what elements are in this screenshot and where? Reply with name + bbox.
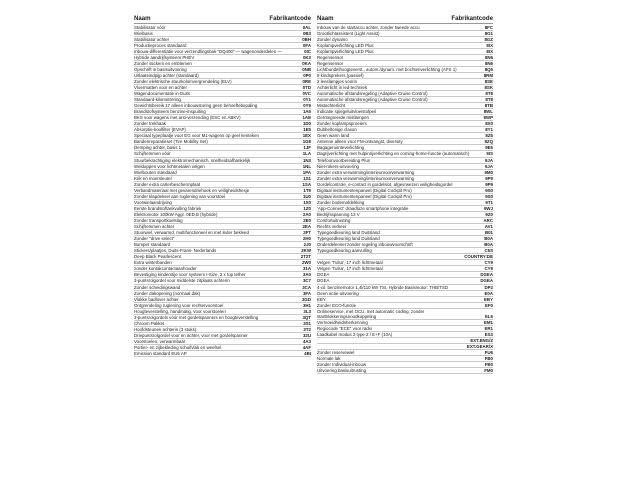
- option-code: 1LA: [302, 151, 311, 157]
- option-code: ER1: [484, 325, 493, 331]
- option-name: Gordelcontrole, e-contact in gordelslot, afgevrwezen veiligheidsgordel: [317, 181, 453, 187]
- option-code: 3T2: [303, 326, 311, 332]
- option-name: Schijfremmen achter: [134, 224, 175, 230]
- option-name: Normale lak: [317, 356, 341, 362]
- option-name: Digitaal instrumentenpaneel (Digital Cockpit Pro): [317, 187, 412, 193]
- option-name: Typegoedkeuring aanvulling: [317, 248, 372, 254]
- option-code: AV1: [484, 224, 493, 230]
- option-code: 9P9: [485, 181, 493, 187]
- option-name: 4-cil. benzinemotor 1,4l/110 kW TSI, Hybride Basismotor: THB/TSD: [317, 284, 449, 290]
- option-code: 9IS: [486, 151, 493, 157]
- option-name: Vloermatten voor en achter: [134, 84, 187, 90]
- option-code: 9JA: [484, 163, 493, 169]
- option-code: 32U: [302, 332, 311, 338]
- option-code: 8SK: [484, 84, 493, 90]
- option-code: 9M0: [484, 169, 493, 175]
- option-code: 3CA: [302, 284, 311, 290]
- option-name: Regensensor: [317, 60, 344, 66]
- option-code: 3FA: [302, 290, 311, 296]
- option-code: 0BH: [302, 36, 311, 42]
- option-name: Zonder klapdeksel aan ruglening van voorstoel: [134, 193, 226, 199]
- option-name: Vlakke badlover achter: [134, 296, 179, 302]
- option-name: Wielbouten standaard: [134, 169, 177, 175]
- header-name: Naam: [134, 15, 151, 22]
- option-code: 0K3: [302, 54, 311, 60]
- option-name: Schijfremmen vóór: [134, 151, 171, 157]
- option-code: 1SA: [302, 181, 311, 187]
- option-code: 1D0: [302, 121, 311, 127]
- option-code: 8ZQ: [484, 139, 493, 145]
- option-code: 2W0: [301, 260, 311, 266]
- option-code: 2J0: [303, 242, 311, 248]
- option-code: 4BI: [304, 351, 311, 357]
- option-code: 0VC: [302, 91, 311, 97]
- option-code: 1EX: [302, 133, 311, 139]
- option-code: 2KW: [301, 248, 311, 254]
- option-code: EF0: [484, 302, 493, 308]
- option-code: CY9: [484, 266, 493, 272]
- option-code: 0Y5: [303, 103, 311, 109]
- option-name: Weldoppen voor lichtmetalen velgen: [134, 163, 205, 169]
- option-name: EBY: [317, 296, 326, 302]
- option-name: Driepuntsrolgordel voor en achter, voor met gordelspanner: [134, 332, 248, 338]
- option-code: 9S0: [485, 193, 493, 199]
- rows: [317, 25, 493, 375]
- option-name: Uitvoering basisuitrusting: [317, 368, 367, 374]
- option-name: zonder kontakcontactaanhouder: [134, 266, 197, 272]
- option-name: Stabilisator vóór: [134, 24, 166, 30]
- option-name: Laadkabel modus 2 type 2 / E+F (10A): [317, 331, 393, 337]
- option-code: 8FC: [484, 24, 493, 30]
- option-code: 1PA: [302, 169, 311, 175]
- option-code: 0AL: [302, 24, 311, 30]
- option-name: Bandenreparatieset (Tire Mobility Set): [134, 139, 208, 145]
- option-code: 8SE: [484, 78, 493, 84]
- option-code: 9P9: [485, 175, 493, 181]
- option-code: 0P0: [303, 72, 311, 78]
- option-code: 4AF: [302, 344, 311, 350]
- option-name: Stickers/plaatjes, Duits-Frans- Nederlands: [134, 248, 217, 254]
- option-code: COUNTRY:DE: [464, 254, 493, 260]
- option-code: 0B3: [302, 30, 311, 36]
- option-code: 3L3: [303, 308, 311, 314]
- option-name: Bedrijfsspanning 12 V: [317, 211, 360, 217]
- option-code: 1N3: [302, 157, 311, 163]
- option-name: Onlineservice, met OCU, met automatic coding, zonder startblokkeringsnoodkoppeling: [317, 308, 425, 319]
- option-name: Zonder "drive select": [134, 236, 175, 242]
- option-name: Ontgrendeling ruglening voor rechtervoorstoel: [134, 302, 224, 308]
- option-code: 2FT: [303, 230, 311, 236]
- option-name: DGEA: [317, 272, 330, 278]
- option-name: Hybride aandrijfsysteem PHEV: [134, 54, 195, 60]
- option-name: Antenne alleen voor FM-ontvangst, diversity: [317, 139, 403, 145]
- option-code: 9WJ: [483, 205, 493, 211]
- option-name: Gewichtsbereik 17 alleen inbouwsturing geen behoeftebepaling: [134, 103, 258, 109]
- option-name: Zonder extra verwarming/interieurvoorverwarming: [317, 175, 415, 181]
- option-code: 1NL: [302, 163, 311, 169]
- option-code: 8WP: [483, 115, 493, 121]
- header-code: Fabrikantcode: [269, 15, 311, 22]
- option-name: Zonder bodemafdekking: [317, 199, 365, 205]
- option-code: 9T1: [485, 199, 493, 205]
- table-header: [317, 15, 493, 24]
- option-name: Zonder extra carterbeschermplaat: [134, 181, 201, 187]
- option-code: 8Q5: [484, 66, 493, 72]
- option-name: Voorstoelen, verwarmbaar: [134, 338, 186, 344]
- option-code: 3A0: [302, 272, 311, 278]
- option-name: Opschrift in basisuitvoering: [134, 66, 187, 72]
- option-code: 8Y1: [485, 127, 493, 133]
- option-name: Uitlaateindpijp achter (standaard): [134, 72, 199, 78]
- option-code: FB0: [484, 362, 493, 368]
- rows: [134, 25, 311, 358]
- option-code: 9Z0: [485, 211, 493, 217]
- option-code: 1Z0: [303, 205, 311, 211]
- option-code: DP2: [484, 284, 493, 290]
- option-code: 3QT: [302, 314, 311, 320]
- option-name: Verbandmateriaal met gevarendriehoek en veiligheidshesje: [134, 187, 250, 193]
- option-name: Stuurwiel, verwarmd, multifunctioneel en met leder bekleed: [134, 230, 249, 236]
- option-code: 8GZ: [484, 36, 493, 42]
- option-code: 3H1: [302, 302, 311, 308]
- option-name: 'App-Connect' draadloze smartphone integratie: [317, 205, 409, 211]
- option-name: Hoogteverstelling, handmatig, voor voorstoelen: [134, 308, 226, 314]
- option-code: 0Y1: [303, 97, 311, 103]
- option-code: 1X0: [303, 199, 311, 205]
- option-name: Wagendocumentatie in Duits: [134, 91, 190, 97]
- option-code: EL5: [484, 313, 493, 319]
- left-column: [134, 15, 311, 357]
- option-code: 3GD: [301, 296, 311, 302]
- option-name: Vermoeidheidsherkenning: [317, 319, 368, 325]
- option-name: Standaard-kilometrering: [134, 97, 181, 103]
- option-name: Stuurbekrachtiging elektromechanisch, snelheidsafhankelijk: [134, 157, 251, 163]
- option-name: Lichtbundelhoogteverst., autom./dynam. met bochtenverlichting (AFS 1): [317, 66, 457, 72]
- option-code: FM0: [484, 368, 493, 374]
- table-row: [134, 351, 311, 357]
- option-code: 9JA: [484, 157, 493, 163]
- table-header: [134, 15, 311, 24]
- option-name: Geen actie-uitvoering: [317, 290, 359, 296]
- option-name: Hoofdsteunen achterin (3 stuks): [134, 326, 197, 332]
- option-name: Extra winterbanden: [134, 260, 172, 266]
- option-name: Voorwielaandrijving: [134, 199, 172, 205]
- option-name: Chroom Pakket: [134, 320, 165, 326]
- option-name: Automatische afstandsregeling (Adaptive Cruise Control): [317, 91, 428, 97]
- option-name: 2 leeslampjes voorin: [317, 78, 358, 84]
- option-name: Grootlichtassistent (Light Assist): [317, 30, 380, 36]
- option-code: 8N6: [484, 54, 493, 60]
- option-code: 8Z5: [485, 133, 493, 139]
- option-name: Rechts verkeer: [317, 224, 347, 230]
- option-name: Mistachterlicht: [317, 103, 346, 109]
- option-name: Deep Black Pearlescent: [134, 254, 181, 260]
- option-code: EBY: [483, 296, 493, 302]
- table-row: [317, 309, 493, 320]
- option-name: 3-puntsrolgordel voor middelste zitplaats achterin: [134, 278, 230, 284]
- option-name: Zonder stickers en emblemen: [134, 60, 192, 66]
- option-code: 0NB: [302, 66, 311, 72]
- option-name: Geen warm land: [317, 133, 350, 139]
- option-name: Achterlicht in led-techniek: [317, 84, 368, 90]
- option-name: 8 kindsprekers (passief): [317, 72, 364, 78]
- option-code: CY9: [484, 260, 493, 266]
- option-code: 8IX: [486, 42, 493, 48]
- option-name: Koplampverlichting LED Plus: [317, 42, 374, 48]
- option-name: Dagrijverlichting met hulpinrijverlichting en coming-home-functie (automatisch): [317, 151, 470, 157]
- option-name: Koplampverlichting LED Plus: [317, 48, 374, 54]
- option-code: EXT.ENG/Z: [470, 337, 493, 343]
- option-name: Onderdelenset zonder regeling inbouwvoorschrift: [317, 242, 413, 248]
- option-code: DGEA: [480, 272, 493, 278]
- option-code: 3C7: [302, 278, 311, 284]
- option-name: Zonder Individual-inbouw: [317, 362, 367, 368]
- option-code: 1JF: [303, 145, 311, 151]
- option-code: C5S: [484, 248, 493, 254]
- option-code: B01: [484, 230, 493, 236]
- option-code: 4A3: [302, 338, 311, 344]
- option-name: Digitaal instrumentenpaneel (Digital Cockpit Pro): [317, 193, 412, 199]
- option-name: Inbouw-differentiatie voor verzendlingsbak "DQ400" — wagenonderdelen —: [134, 48, 282, 54]
- option-name: Zonder dakopening (normaal dak): [134, 290, 201, 296]
- option-name: Inbouw van de startaccu achter, zonder tweede accu: [317, 24, 420, 30]
- option-code: B0A: [484, 236, 493, 242]
- option-name: Portier- en zijbekleding schuifvlak en weefsel: [134, 344, 222, 350]
- option-code: 1T9: [303, 187, 311, 193]
- option-code: 2A0: [302, 211, 311, 217]
- option-name: Typegoedkeuring land Duitsland: [317, 236, 380, 242]
- option-code: 1G8: [302, 139, 311, 145]
- option-name: Absorptie-koolfilter (EVAP): [134, 127, 186, 133]
- option-code: 9S0: [485, 187, 493, 193]
- option-code: EXT.GEAR/X: [466, 343, 493, 349]
- option-code: 0RE: [302, 78, 311, 84]
- option-code: B0A: [484, 242, 493, 248]
- option-code: 3S1: [303, 320, 311, 326]
- option-name: Geïntegreerde mistlampen: [317, 115, 369, 121]
- option-code: 8T8: [485, 91, 493, 97]
- option-name: BKS voor wagens met anti-verzending (ESC en ABKV): [134, 115, 241, 121]
- option-name: Speciaal typeplaatje voor EG voor M1-wagens op geel kenteken: [134, 133, 259, 139]
- option-code: 8TB: [484, 103, 493, 109]
- option-code: E0A: [484, 290, 493, 296]
- option-code: 8RM: [483, 72, 493, 78]
- option-name: Regiocode "ECE" voor radio: [317, 325, 373, 331]
- right-column: [317, 15, 493, 374]
- option-code: 1A5: [302, 109, 311, 115]
- option-code: FU6: [484, 350, 493, 356]
- option-code: 0KA: [302, 60, 311, 66]
- option-code: 8X0: [485, 121, 493, 127]
- option-code: 2EA: [302, 224, 311, 230]
- option-code: ES3: [484, 331, 493, 337]
- option-code: 8T8: [485, 97, 493, 103]
- option-code: 8N6: [484, 60, 493, 66]
- option-code: EM1: [483, 319, 493, 325]
- option-name: Niet-rokers-uitvoering: [317, 163, 359, 169]
- option-name: Automatische afstandsregeling (Adaptive Cruise Control): [317, 97, 428, 103]
- option-name: DGEA: [317, 278, 330, 284]
- option-name: Stabilisator achter: [134, 36, 170, 42]
- option-code: 2E0: [303, 218, 311, 223]
- option-code: 0FA: [302, 42, 311, 48]
- option-name: Emission standard EU6 AP: [134, 351, 187, 357]
- option-name: Wielbasis: [134, 30, 153, 36]
- option-name: Brandstofsysteem benzine-inspuiting: [134, 109, 206, 115]
- option-name: Krik en moersleutel: [134, 175, 172, 181]
- header-code: Fabrikantcode: [451, 15, 493, 22]
- option-name: Bumper standaard: [134, 242, 171, 248]
- option-name: 3-puntsrolgordels vóór met gordelspanners en hoogteverstelling: [134, 314, 259, 320]
- header-name: Naam: [317, 15, 334, 22]
- option-code: DGEA: [480, 278, 493, 284]
- option-code: 2T2T: [300, 254, 311, 260]
- option-name: Velgen 'Tulsa', 17 inch lichtmetaal: [317, 260, 383, 266]
- option-name: Zonder scheidingswand: [134, 284, 181, 290]
- option-name: Zonder elektrische stuurkolomvergrendeling (ELV): [134, 78, 232, 84]
- option-name: Zonder ECO-functie: [317, 302, 357, 308]
- option-name: Elektromotor 100kW Aggr. 0ED,B (hybride): [134, 211, 218, 217]
- option-name: Demping achter, basis 1: [134, 145, 182, 151]
- option-code: 1E5: [303, 127, 311, 133]
- option-name: Dubbeltonige claxon: [317, 127, 357, 133]
- option-name: Typegoedkeuring land Duitsland: [317, 230, 380, 236]
- option-name: Telefoonvoorbereiding Plus: [317, 157, 370, 163]
- option-name: Eerste brandstoftankvulling fabriek: [134, 205, 202, 211]
- option-code: 8IX: [486, 48, 493, 54]
- option-code: FB0: [484, 356, 493, 362]
- option-name: Indicatie spiegeluitvloeistofpeil: [317, 109, 377, 115]
- option-code: 2H0: [302, 236, 311, 242]
- option-code: 1U0: [302, 193, 311, 199]
- option-name: Zonder trekhaak: [134, 121, 166, 127]
- option-name: Productieproces standaard: [134, 42, 187, 48]
- option-name: Regensensor: [317, 54, 344, 60]
- option-name: Zonder koplampsproeiers: [317, 121, 367, 127]
- option-code: 8G1: [484, 30, 493, 36]
- option-name: Zonder extra verwarming/interieurvoorverwarming: [317, 169, 415, 175]
- option-name: Bagageruimteverlichting: [317, 145, 365, 151]
- option-code: ARC: [483, 218, 493, 223]
- table-row: [317, 368, 493, 374]
- option-name: Zonder reservewiel: [317, 350, 355, 356]
- option-code: 31A: [302, 266, 311, 272]
- option-name: Zonder dynamo: [317, 36, 348, 42]
- option-code: 9E5: [485, 145, 493, 151]
- option-name: Bevestiging kinderstije voor systeem I-Size, 2 x top tether: [134, 272, 246, 278]
- option-name: Velgen 'Tulsa', 17 inch lichtmetaal: [317, 266, 383, 272]
- option-code: 1S1: [303, 175, 311, 181]
- option-code: 0TD: [302, 84, 311, 90]
- option-name: Comfortuitrusting: [317, 218, 351, 223]
- option-code: 1AE: [302, 115, 311, 121]
- option-code: 8WL: [483, 109, 493, 115]
- option-name: Zonder transportkoelslag: [134, 218, 183, 223]
- option-code: 0IC: [304, 48, 311, 54]
